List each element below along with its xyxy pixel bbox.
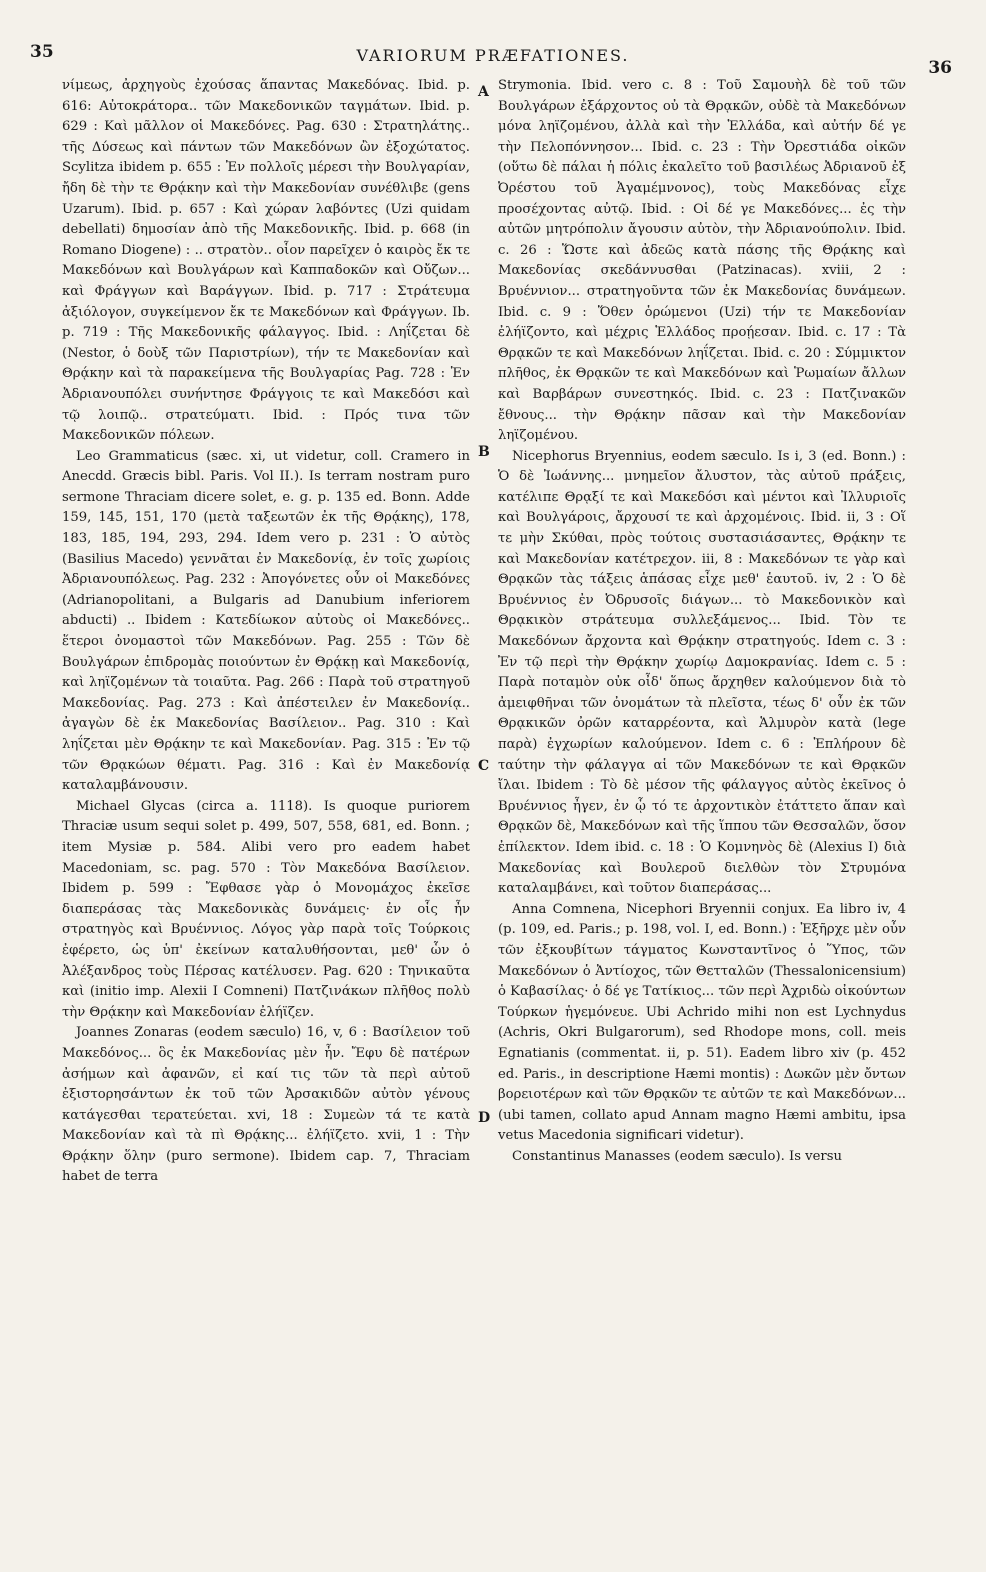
right-paragraph-4: Constantinus Manasses (eodem sæculo). Is versu [512, 1148, 842, 1164]
left-paragraph-3: Michael Glycas (circa a. 1118). Is quoque puriorem Thraciæ usum sequi solet p. 499, 507, 558, 681, ed. Bonn. ; item Mysiæ p. 584. Alibi vero pro eadem habet Macedoniam, sc. pag. 570 : Τὸν Μακεδόνα Βασίλειον. Ibidem p. 599 : Ἔφθασε γὰρ ὁ Μονομάχος ἐκεῖσε διαπεράσας τὰς Μακεδονικὰς δυνάμεις· ἐν οἷς ἦν στρατηγὸς καὶ Βρυέννιος. Λόγος γὰρ παρὰ τοῖς Τούρκοις ἐφέρετο, ὡς ὑπ' ἐκείνων καταλυθήσονται, μεθ' ὧν ὁ Ἀλέξανδρος τοὺς Πέρσας κατέλυσεν. Pag. 620 : Τηνικαῦτα καὶ (initio imp. Alexii I Comneni) Πατζινάκων πλῆθος πολὺ τὴν Θρᾴκην καὶ Μακεδονίαν ἐλήϊζεν. [62, 798, 470, 1020]
right-paragraph-3: Anna Comnena, Nicephori Bryennii conjux. Ea libro iv, 4 (p. 109, ed. Paris.; p. 198, vol. I, ed. Bonn.) : Ἐξῆρχε μὲν οὖν τῶν ἐξκουβίτων τάγματος Κωνσταντῖνος ὁ Ὕπος, τῶν Μακεδόνων ὁ Ἀντίοχος, τῶν Θετταλῶν (Thessalonicensium) ὁ Καβασίλας· ὁ δέ γε Τατίκιος... τῶν περὶ Ἀχριδὼ οἰκούντων Τούρκων ἡγεμόνευε. Ubi Achrido mihi non est Lychnydus (Achris, Okri Bulgarorum), sed Rhodope mons, coll. meis Egnatianis (commentat. ii, p. 51). Eadem libro xiv (p. 452 ed. Paris., in descriptione Hæmi montis) : Δωκῶν μὲν ὄντων βορειοτέρων καὶ τῶν Θρᾳκῶν τε αὐτῶν τε καὶ Μακεδόνων... (ubi tamen, collato apud Annam magno Hæmi ambitu, ipsa vetus Macedonia significari videtur). [498, 901, 906, 1144]
margin-marker-d: D [478, 1110, 491, 1126]
left-paragraph-2: Leo Grammaticus (sæc. xi, ut videtur, coll. Cramero in Anecdd. Græcis bibl. Paris. Vol II.). Is terram nostram puro sermone Thraciam dicere solet, e. g. p. 135 ed. Bonn. Adde 159, 145, 151, 170 (μετὰ ταξεωτῶν ἐκ τῆς Θρᾴκης), 178, 183, 185, 194, 293, 294. Idem vero p. 231 : Ὁ αὐτὸς (Basilius Macedo) γεννᾶται ἐν Μακεδονίᾳ, ἐν τοῖς χωρίοις Ἀδριανουπόλεως. Pag. 232 : Ἀπογόνετες οὖν οἱ Μακεδόνες (Adrianopolitani, a Bulgaris ad Danubium inferiorem abducti) .. Ibidem : Κατεδίωκον αὐτοὺς οἱ Μακεδόνες.. ἕτεροι ὀνομαστοὶ τῶν Μακεδόνων. Pag. 255 : Τῶν δὲ Βουλγάρων ἐπιδρομὰς ποιούντων ἐν Θρᾴκῃ καὶ Μακεδονίᾳ, καὶ ληϊζομένων τὰ τοιαῦτα. Pag. 266 : Παρὰ τοῦ στρατηγοῦ Μακεδονίας. Pag. 273 : Καὶ ἀπέστειλεν ἐν Μακεδονίᾳ.. ἀγαγὼν δὲ ἐκ Μακεδονίας Βασίλειον.. Pag. 310 : Καὶ ληΐζεται μὲν Θρᾴκην τε καὶ Μακεδονίαν. Pag. 315 : Ἐν τῷ τῶν Θρᾳκώων θέματι. Pag. 316 : Καὶ ἐν Μακεδονίᾳ καταλαμβάνουσιν. [62, 448, 470, 794]
margin-marker-a: A [478, 84, 489, 100]
left-column [62, 76, 470, 1188]
margin-marker-c: C [478, 758, 490, 774]
left-paragraph-1: νίμεως, ἀρχηγοὺς ἐχούσας ἅπαντας Μακεδόνας. Ibid. p. 616: Αὐτοκράτορα.. τῶν Μακεδονικῶν ταγμάτων. Ibid. p. 629 : Καὶ μᾶλλον οἱ Μακεδόνες. Pag. 630 : Στρατηλάτης.. τῆς Δύσεως καὶ πάντων τῶν Μακεδόνων ὢν ἐξοχώτατος. Scylitza ibidem p. 655 : Ἐν πολλοῖς μέρεσι τὴν Βουλγαρίαν, ἤδη δὲ τὴν τε Θρᾴκην καὶ τὴν Μακεδονίαν συνέθλιβε (gens Uzarum). Ibid. p. 657 : Καὶ χώραν λαβόντες (Uzi quidam debellati) δημοσίαν ἀπὸ τῆς Μακεδονικῆς. Ibid. p. 668 (in Romano Diogene) : .. στρατὸν.. οἷον παρεῖχεν ὁ καιρὸς ἔκ τε Μακεδόνων καὶ Βουλγάρων καὶ Καππαδοκῶν καὶ Οὔζων... καὶ Φράγγων καὶ Βαράγγων. Ibid. p. 717 : Στράτευμα ἀξιόλογον, συγκείμενον ἔκ τε Μακεδόνων καὶ Φράγγων. Ib. p. 719 : Τῆς Μακεδονικῆς φάλαγγος. Ibid. : Ληΐζεται δὲ (Nestor, ὁ δοὺξ τῶν Παριστρίων), τήν τε Μακεδονίαν καὶ Θρᾴκην καὶ τὰ παρακείμενα τῆς Βουλγαρίας Pag. 728 : Ἐν Ἀδριανουπόλει συνήντησε Φράγγοις τε καὶ Μακεδόσι καὶ τῷ λοιπῷ.. στρατεύματι. Ibid. : Πρός τινα τῶν Μακεδονικῶν πόλεων. [62, 78, 470, 444]
page-number-right: 36 [928, 58, 952, 78]
right-paragraph-1: Strymonia. Ibid. vero c. 8 : Τοῦ Σαμουὴλ δὲ τοῦ τῶν Βουλγάρων ἐξάρχοντος οὐ τὰ Θρᾳκῶν, οὐδὲ τὰ Μακεδόνων μόνα ληϊζομένου, ἀλλὰ καὶ τὴν Ἑλλάδα, καὶ αὐτήν δέ γε τὴν Πελοπόννησον... Ibid. c. 23 : Τὴν Ὀρεστιάδα οἰκῶν (οὕτω δὲ πάλαι ἡ πόλις ἐκαλεῖτο τοῦ βασιλέως Ἀδριανοῦ ἐξ Ὀρέστου τοῦ Ἀγαμέμνονος), τοὺς Μακεδόνας εἶχε προσέχοντας αὐτῷ. Ibid. : Οἱ δέ γε Μακεδόνες... ἐς τὴν αὐτῶν μητρόπολιν ἄγουσιν αὐτὸν, τὴν Ἀδριανούπολιν. Ibid. c. 26 : Ὥστε καὶ ἀδεῶς κατὰ πάσης τῆς Θρᾴκης καὶ Μακεδονίας σκεδάννυσθαι (Patzinacas). xviii, 2 : Βρυέννιον... στρατηγοῦντα τῶν ἐκ Μακεδονίας δυνάμεων. Ibid. c. 9 : Ὅθεν ὁρώμενοι (Uzi) τήν τε Μακεδονίαν ἐλήϊζοντο, καὶ μέχρις Ἑλλάδος προῄεσαν. Ibid. c. 17 : Τὰ Θρᾳκῶν τε καὶ Μακεδόνων ληΐζεται. Ibid. c. 20 : Σύμμικτον πλῆθος, ἐκ Θρᾳκῶν τε καὶ Μακεδόνων καὶ Ῥωμαίων ἄλλων καὶ Βαρβάρων συνεστηκός. Ibid. c. 23 : Πατζινακῶν ἔθνους... τὴν Θρᾴκην πᾶσαν καὶ τὴν Μακεδονίαν ληϊζομένου. [498, 78, 906, 444]
right-paragraph-2: Nicephorus Bryennius, eodem sæculo. Is i, 3 (ed. Bonn.) : Ὁ δὲ Ἰωάννης... μνημεῖον ἄλυστον, τὰς αὐτοῦ πράξεις, κατέλιπε Θρᾳξί τε καὶ Μακεδόσι καὶ μέντοι καὶ Ἰλλυριοῖς καὶ Βουλγάροις, ἄρχουσί τε καὶ ἀρχομένοις. Ibid. ii, 3 : Οἵ τε μὴν Σκύθαι, πρὸς τούτοις συστασιάσαντες, Θρᾴκην τε καὶ Μακεδονίαν κατέτρεχον. iii, 8 : Μακεδόνων τε γὰρ καὶ Θρᾳκῶν τὰς τάξεις ἁπάσας εἶχε μεθ' ἑαυτοῦ. iv, 2 : Ὁ δὲ Βρυέννιος ἐν Ὀδρυσοῖς διάγων... τὸ Μακεδονικὸν καὶ Θρᾳκικὸν στράτευμα συλλεξάμενος... Ibid. Τὸν τε Μακεδόνων ἄρχοντα καὶ Θρᾴκην στρατηγούς. Idem c. 3 : Ἐν τῷ περὶ τὴν Θρᾴκην χωρίῳ Δαμοκρανίας. Idem c. 5 : Παρὰ ποταμὸν οὐκ οἶδ' ὅπως ἄρχηθεν καλούμενον διὰ τὸ ἀμειφθῆναι τῶν ὀνομάτων τὰ πλεῖστα, τέως δ' οὖν ἐκ τῶν Θρᾳκικῶν ὀρῶν καταρρέοντα, καὶ Ἁλμυρὸν κατὰ (lege παρὰ) ἐγχωρίων καλούμενον. Idem c. 6 : Ἐπλήρουν δὲ ταύτην τὴν φάλαγγα αἱ τῶν Μακεδόνων τε καὶ Θρᾳκῶν ἴλαι. Ibidem : Τὸ δὲ μέσον τῆς φάλαγγος αὐτὸς ἐκεῖνος ὁ Βρυέννιος ἦγεν, ἐν ᾧ τό τε ἀρχοντικὸν ἐτάττετο ἅπαν καὶ Θρᾳκῶν δὲ, Μακεδόνων καὶ τῆς ἵππου τῶν Θεσσαλῶν, ὅσον ἐπίλεκτον. Idem ibid. c. 18 : Ὁ Κομνηνὸς δὲ (Alexius I) διὰ Μακεδονίας καὶ Βουλεροῦ διελθὼν τὸν Στρυμόνα καταλαμβάνει, καὶ τοῦτον διαπεράσας... [498, 448, 906, 897]
running-title: VARIORUM PRÆFATIONES. [356, 46, 630, 65]
page-number-left: 35 [30, 42, 54, 62]
left-paragraph-4: Joannes Zonaras (eodem sæculo) 16, v, 6 : Βασίλειον τοῦ Μακεδόνος... ὃς ἐκ Μακεδονίας μὲν ἦν. Ἔφυ δὲ πατέρων ἀσήμων καὶ ἀφανῶν, εἰ καί τις τῶν τὰ περὶ αὐτοῦ ἐξιστορησάντων ἐκ τοῦ τῶν Ἀρσακιδῶν αὐτὸν γένους κατάγεσθαι τερατεύεται. xvi, 18 : Συμεὼν τά τε κατὰ Μακεδονίαν καὶ τὰ πὶ Θρᾴκης... ἐλήϊζετο. xvii, 1 : Τὴν Θρᾴκην ὅλην (puro sermone). Ibidem cap. 7, Thraciam habet de terra [62, 1025, 470, 1185]
margin-marker-b: B [478, 444, 490, 460]
right-column [498, 76, 906, 1167]
